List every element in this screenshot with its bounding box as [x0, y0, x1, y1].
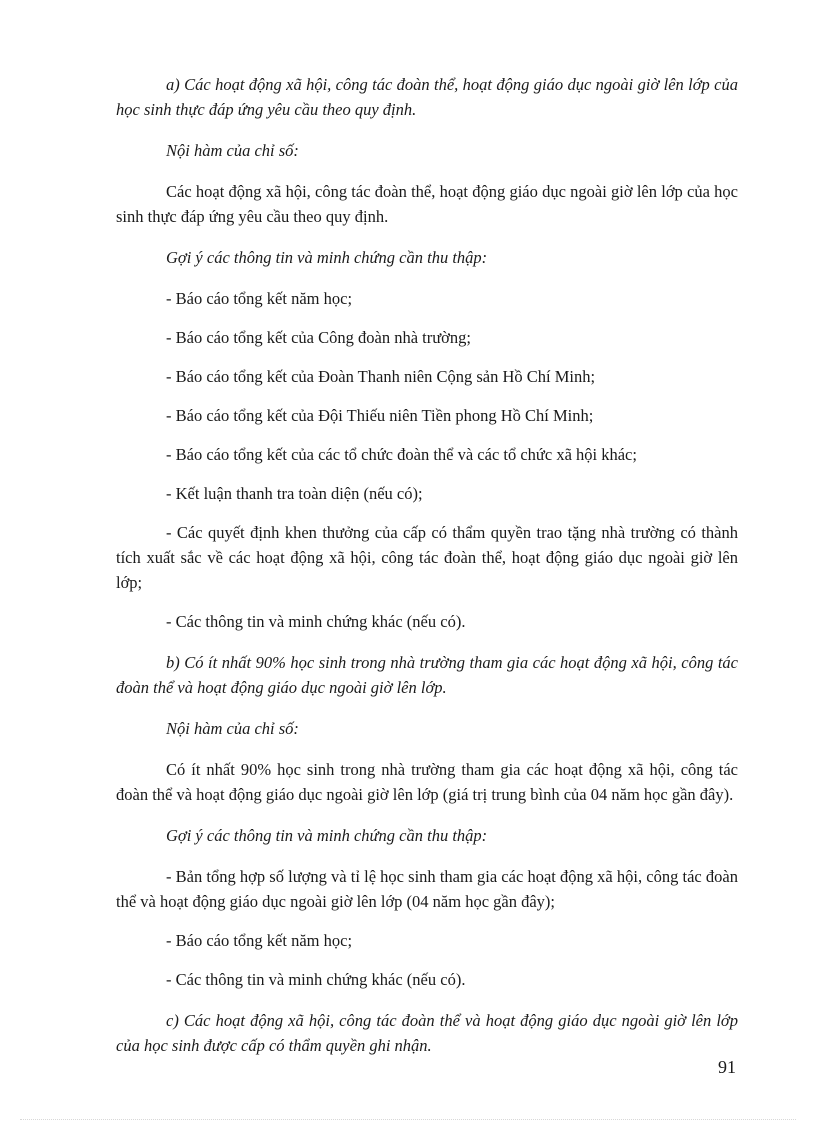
evidence-item: - Báo cáo tổng kết của Công đoàn nhà trường; — [166, 328, 471, 347]
evidence-item: - Các quyết định khen thưởng của cấp có thẩm quyền trao tặng nhà trường có thành tích xuất sắc về các hoạt động xã hội, công tác đoàn thể, hoạt động giáo dục ngoài giờ lên lớp; — [116, 523, 738, 592]
evidence-item: - Báo cáo tổng kết năm học; — [166, 289, 353, 308]
evidence-item: - Các thông tin và minh chứng khác (nếu có). — [166, 612, 466, 631]
evidence-item: - Các thông tin và minh chứng khác (nếu có). — [166, 970, 466, 989]
evidence-label: Gợi ý các thông tin và minh chứng cần thu thập: — [166, 248, 488, 267]
evidence-item: - Kết luận thanh tra toàn diện (nếu có); — [166, 484, 423, 503]
criterion-a-heading: a) Các hoạt động xã hội, công tác đoàn thể, hoạt động giáo dục ngoài giờ lên lớp của học sinh thực đáp ứng yêu cầu theo quy định. — [116, 75, 738, 119]
evidence-label: Gợi ý các thông tin và minh chứng cần thu thập: — [166, 826, 488, 845]
content-label: Nội hàm của chỉ số: — [166, 141, 299, 160]
evidence-item: - Bản tổng hợp số lượng và tỉ lệ học sinh tham gia các hoạt động xã hội, công tác đoàn thể và hoạt động giáo dục ngoài giờ lên lớp (04 năm học gần đây); — [116, 867, 738, 911]
evidence-item: - Báo cáo tổng kết của Đội Thiếu niên Tiền phong Hồ Chí Minh; — [166, 406, 594, 425]
criterion-c-heading: c) Các hoạt động xã hội, công tác đoàn thể và hoạt động giáo dục ngoài giờ lên lớp của học sinh được cấp có thẩm quyền ghi nhận. — [116, 1011, 738, 1055]
evidence-item: - Báo cáo tổng kết của các tổ chức đoàn thể và các tổ chức xã hội khác; — [166, 445, 637, 464]
criterion-b-heading: b) Có ít nhất 90% học sinh trong nhà trường tham gia các hoạt động xã hội, công tác đoàn thể và hoạt động giáo dục ngoài giờ lên lớp. — [116, 653, 738, 697]
content-label: Nội hàm của chỉ số: — [166, 719, 299, 738]
content-text: Các hoạt động xã hội, công tác đoàn thể, hoạt động giáo dục ngoài giờ lên lớp của học sinh thực đáp ứng yêu cầu theo quy định. — [116, 182, 738, 226]
page-bottom-divider — [20, 1119, 796, 1120]
content-text: Có ít nhất 90% học sinh trong nhà trường tham gia các hoạt động xã hội, công tác đoàn thể và hoạt động giáo dục ngoài giờ lên lớp (giá trị trung bình của 04 năm học gần đây). — [116, 760, 738, 804]
evidence-item: - Báo cáo tổng kết của Đoàn Thanh niên Cộng sản Hồ Chí Minh; — [166, 367, 596, 386]
evidence-item: - Báo cáo tổng kết năm học; — [166, 931, 353, 950]
page-number: 91 — [718, 1057, 736, 1077]
document-page — [116, 72, 738, 1074]
